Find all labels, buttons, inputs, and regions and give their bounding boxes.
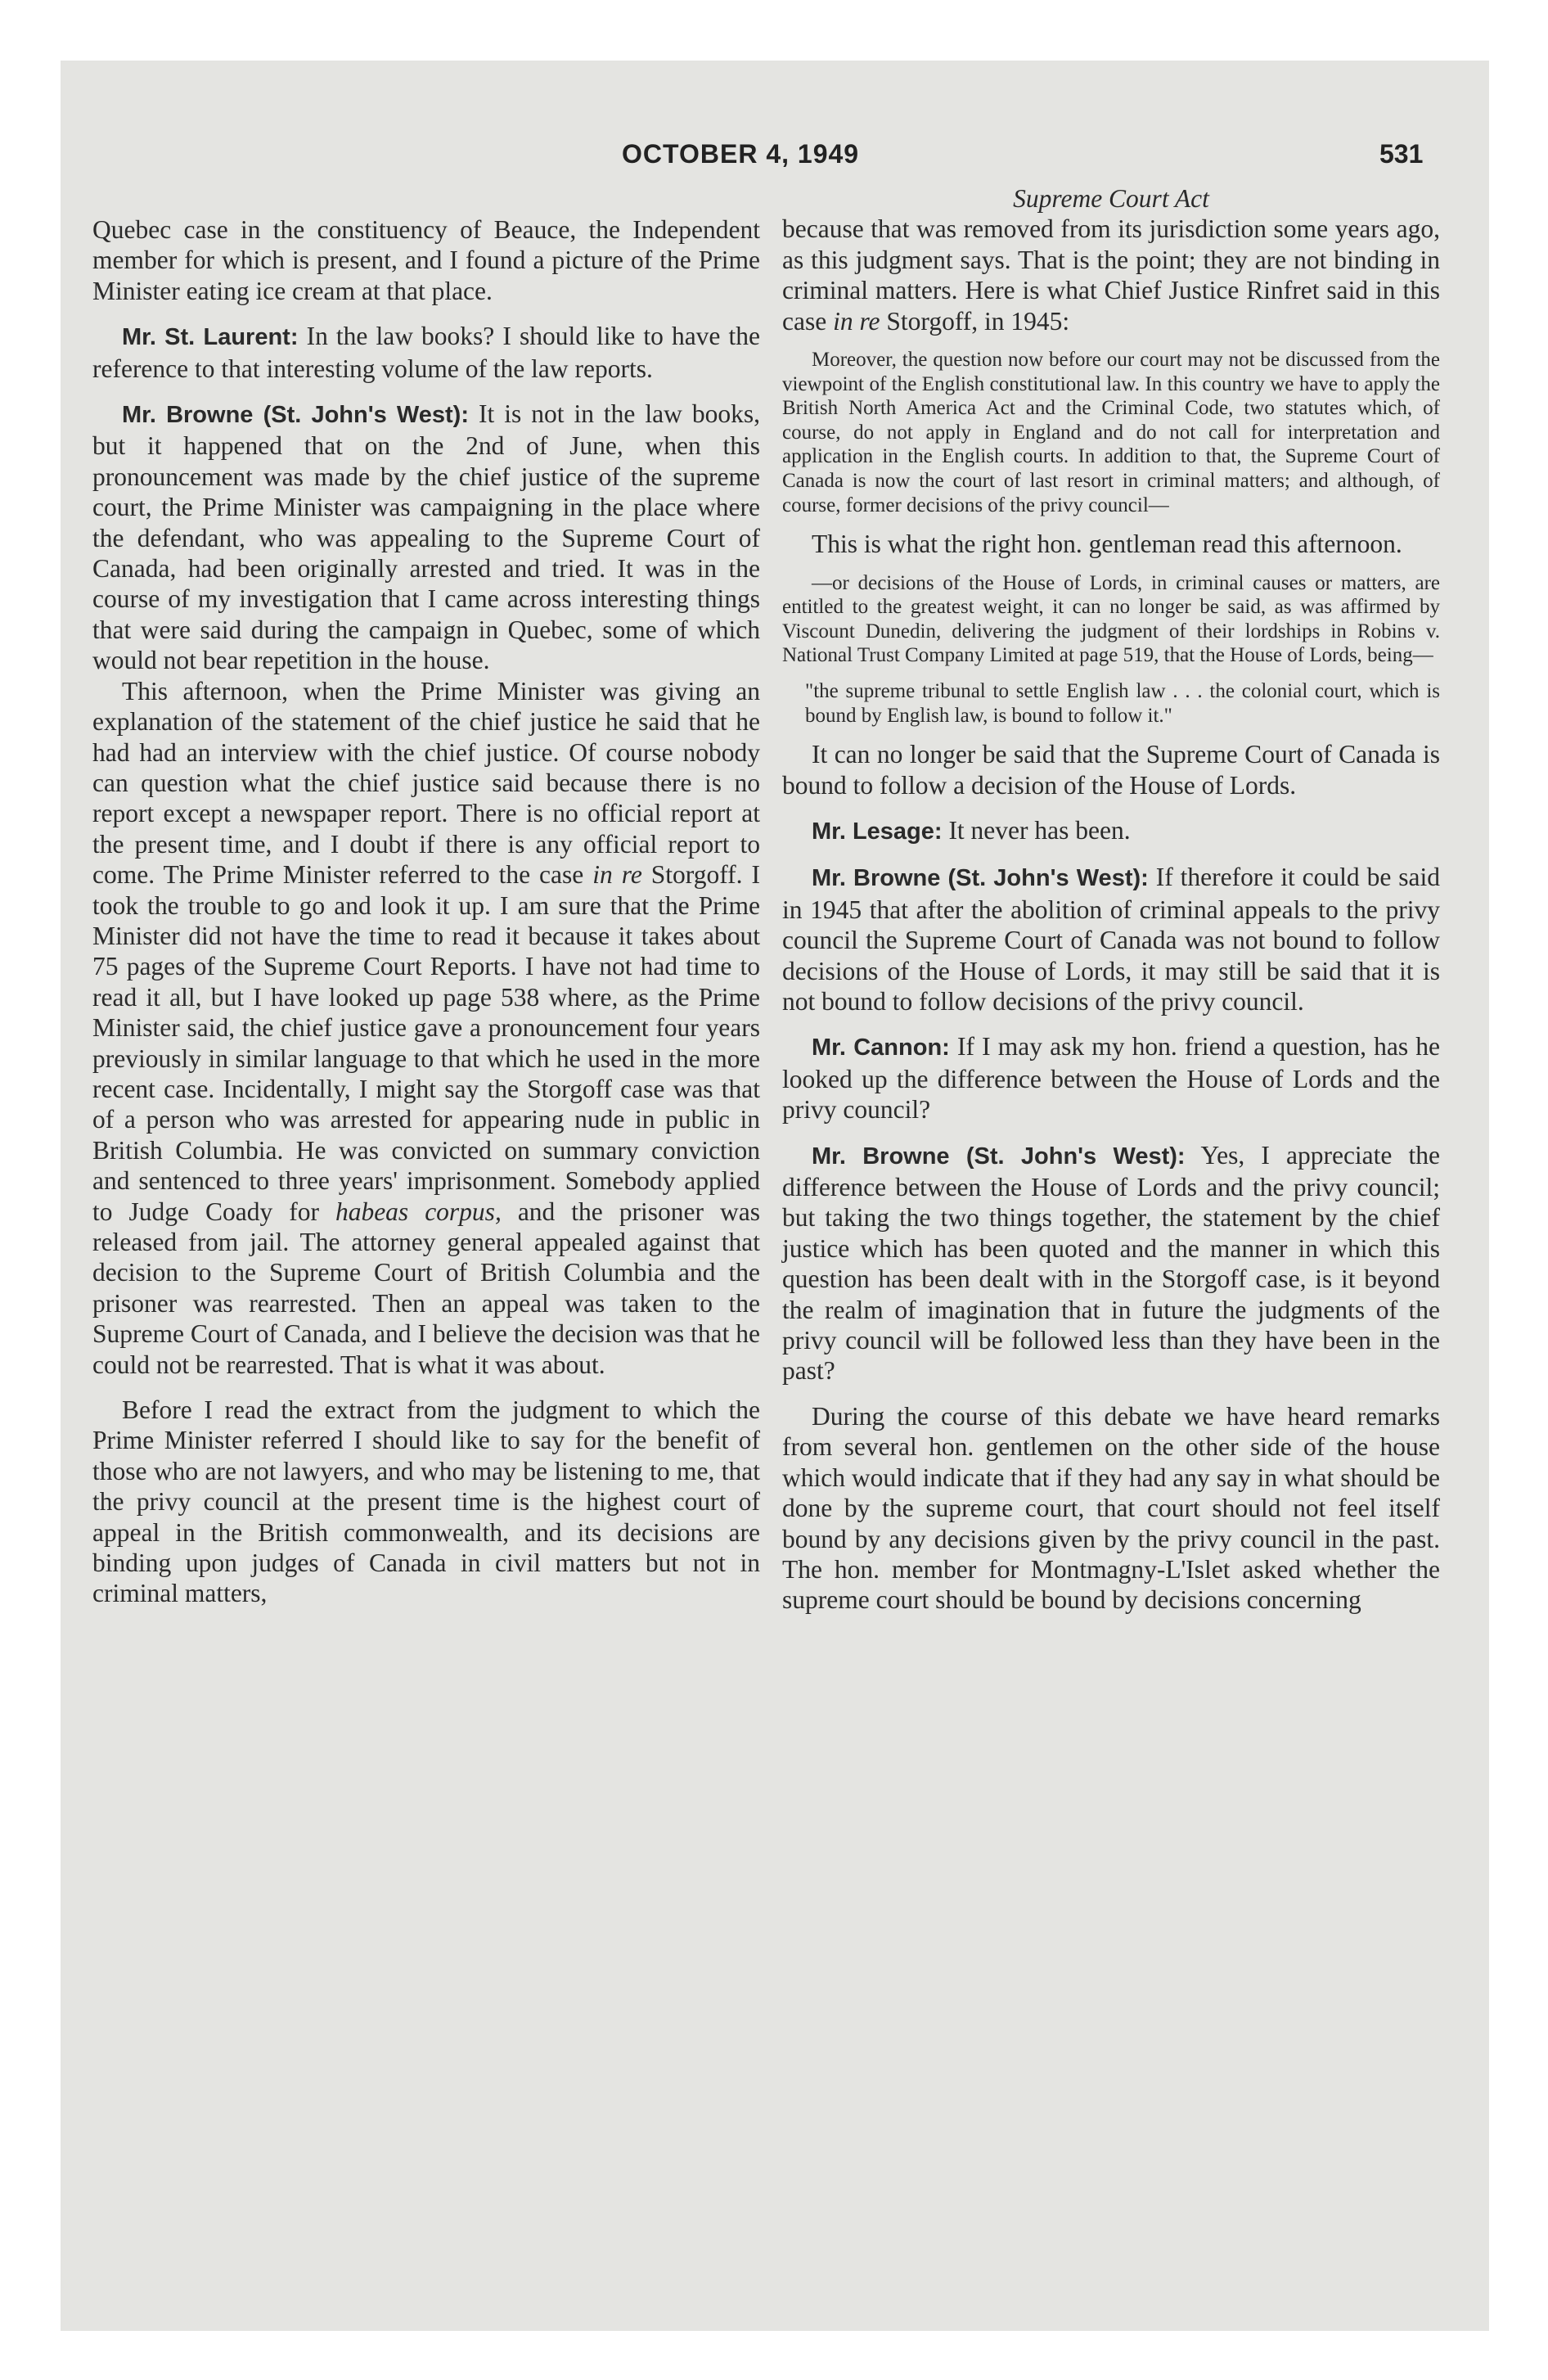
block-quote: Moreover, the question now before our court may not be discussed from the viewpoint of the English constitutional law. In this country we have to apply the British North America Act and the Criminal Code, two statutes which, of course, do not apply in England and do not call for interpretation and application in the English courts. In addition to that, the Supreme Court of Canada is now the court of last resort in criminal matters; and although, of course, former decisions of the privy council—	[782, 349, 1440, 516]
paragraph: During the course of this debate we have heard remarks from several hon. gentlemen on the other side of the house which would indicate that if they had any say in what should be done by the supreme court, that court should not feel itself bound by any decisions given by the privy council in the past. The hon. member for Montmagny-L'Islet asked whether the supreme court should be bound by decisions concerning	[782, 1401, 1440, 1615]
speech-st-laurent	[92, 321, 760, 384]
paragraph: Quebec case in the constituency of Beauce, the Independent member for which is present, and I found a picture of the Prime Minister eating ice cream at that place.	[92, 215, 760, 305]
speech-text: Yes, I appreciate the difference between the House of Lords and the privy council; but taking the two things together, the statement by the chief justice which has been quoted and the manner in which this question has been dealt with in the Storgoff case, is it beyond the realm of imagination that in future the judgments of the privy council will be followed less than they have been in the past?	[782, 1140, 1440, 1386]
paragraph: It can no longer be said that the Supreme Court of Canada is bound to follow a decision of the House of Lords.	[782, 740, 1440, 800]
speaker-name: Mr. Browne (St. John's West):	[812, 1143, 1186, 1170]
paragraph: This is what the right hon. gentleman read this afternoon.	[812, 530, 1402, 559]
nested-quote: "the supreme tribunal to settle English law . . . the colonial court, which is bound by English law, is bound to follow it."	[805, 679, 1440, 727]
speech-text: It is not in the law books, but it happened that on the 2nd of June, when this pronouncement was made by the chief justice of the supreme court, the Prime Minister was campaigning in the place where the defendant, who was appealing to the Supreme Court of Canada, had been originally arrested and tried. It was in the course of my investigation that I came across interesting things that were said during the campaign in Quebec, some of which would not bear repetition in the house.	[92, 399, 760, 675]
running-header	[0, 139, 1548, 180]
speaker-name: Mr. Browne (St. John's West):	[122, 402, 469, 429]
block-quote: —or decisions of the House of Lords, in criminal causes or matters, are entitled to the greatest weight, it can no longer be said, as was affirmed by Viscount Dunedin, delivering the judgment of their lordships in Robins v. National Trust Company Limited at page 519, that the House of Lords, being—	[782, 571, 1440, 667]
speech-browne	[782, 862, 1440, 1016]
paragraph	[92, 676, 760, 1380]
paragraph	[782, 214, 1440, 336]
speaker-name: Mr. St. Laurent:	[122, 324, 299, 351]
text-run: Storgoff, in 1945:	[880, 306, 1070, 336]
speech-text: In the law books? I should like to have the reference to that interesting volume of the law reports.	[92, 322, 760, 383]
text-run: and the prisoner was released from jail. The attorney general appealed against that decision to the Supreme Court of British Columbia and the prisoner was rearrested. Then an appeal was taken to the Supreme Court of Canada, and I believe the decision was that he could not be rearrested. That is what it was about.	[92, 1197, 760, 1379]
header-date: OCTOBER 4, 1949	[622, 139, 860, 169]
section-title: Supreme Court Act	[1013, 184, 1209, 213]
page-number: 531	[1379, 139, 1424, 169]
speech-text: If I may ask my hon. friend a question, has he looked up the difference between the House of Lords and the privy council?	[782, 1032, 1440, 1125]
speaker-name: Mr. Lesage:	[812, 818, 943, 845]
speech-lesage	[782, 815, 1440, 847]
text-run: because that was removed from its jurisdiction some years ago, as this judgment says. That is the point; they are not binding in criminal matters. Here is what Chief Justice Rinfret said in this case	[782, 214, 1440, 336]
paragraph: Before I read the extract from the judgment to which the Prime Minister referred I should like to say for the benefit of those who are not lawyers, and who may be listening to me, that the privy council at the present time is the highest court of appeal in the British commonwealth, and its decisions are binding upon judges of Canada in civil matters but not in criminal matters,	[92, 1395, 760, 1608]
speech-browne	[92, 399, 760, 676]
italic-text: in re	[592, 860, 642, 890]
speech-cannon	[782, 1031, 1440, 1125]
speaker-name: Mr. Cannon:	[812, 1034, 950, 1062]
left-column	[92, 214, 760, 1609]
speech-text: It never has been.	[942, 815, 1131, 845]
italic-text: habeas corpus,	[335, 1197, 502, 1226]
speaker-name: Mr. Browne (St. John's West):	[812, 865, 1149, 892]
italic-text: in re	[833, 306, 880, 336]
text-run: Storgoff. I took the trouble to go and look it up. I am sure that the Prime Minister did not have the time to read it because it takes about 75 pages of the Supreme Court Reports. I have not had time to read it all, but I have looked up page 538 where, as the Prime Minister said, the chief justice gave a pronouncement four years previously in similar language to that which he used in the more recent case. Incidentally, I might say the Storgoff case was that of a person who was arrested for appearing nude in public in British Columbia. He was convicted on summary conviction and sentenced to three years' imprisonment. Somebody applied to Judge Coady for	[92, 860, 760, 1226]
right-column	[782, 183, 1440, 1616]
text-run: This afternoon, when the Prime Minister was giving an explanation of the statement of the chief justice he said that he had had an interview with the chief justice. Of course nobody can question what the chief justice said because there is no report except a newspaper report. There is no official report at the present time, and I doubt if there is any official report to come. The Prime Minister referred to the case	[92, 676, 760, 890]
speech-browne	[782, 1140, 1440, 1386]
speech-text: If therefore it could be said in 1945 that after the abolition of criminal appeals to the privy council the Supreme Court of Canada was not bound to follow decisions of the House of Lords, it may still be said that it is not bound to follow decisions of the privy council.	[782, 863, 1440, 1016]
